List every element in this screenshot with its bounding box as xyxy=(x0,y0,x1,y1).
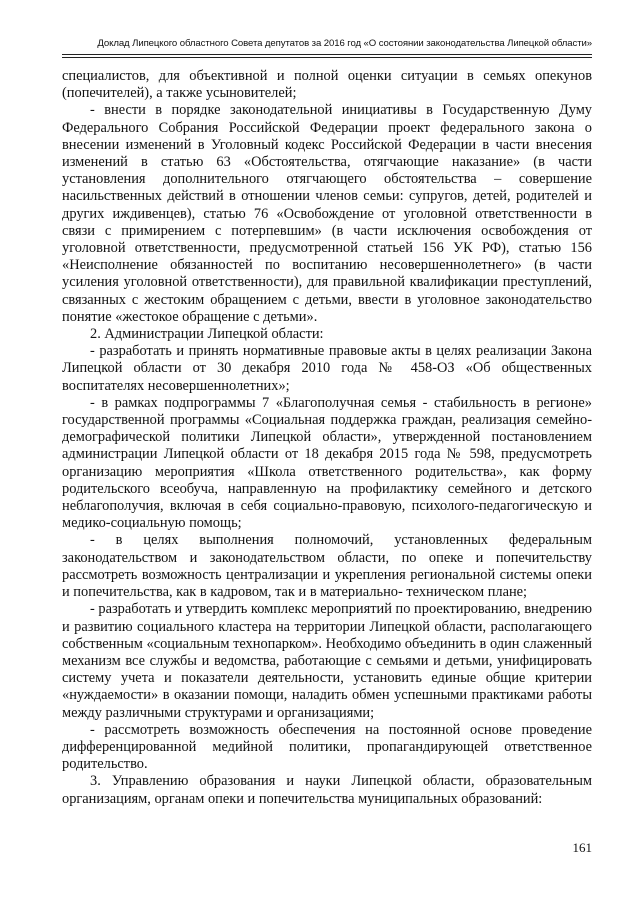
paragraph-normative-acts: - разработать и принять нормативные правовые акты в целях реализации Закона Липецкой области от 30 декабря 2010 года № 458-ОЗ «Об общественных воспитателях несовершеннолетних»; xyxy=(62,343,592,394)
paragraph-section-3-heading: 3. Управлению образования и науки Липецкой области, образовательным организациям, органам опеки и попечительства муниципальных образований: xyxy=(62,773,592,807)
header-rule-bottom xyxy=(62,57,592,58)
page-number: 161 xyxy=(572,840,592,855)
document-body xyxy=(62,68,592,808)
paragraph-continuation: специалистов, для объективной и полной оценки ситуации в семьях опекунов (попечителей), а также усыновителей; xyxy=(62,68,592,102)
paragraph-media-policy: - рассмотреть возможность обеспечения на постоянной основе проведение дифференцированной медийной политики, пропагандирующей ответственное родительство. xyxy=(62,721,592,773)
paragraph-subprogram-7: - в рамках подпрограммы 7 «Благополучная семья - стабильность в регионе» государственной программы «Социальная поддержка граждан, реализация семейно-демографической политики Липецкой области», утвержденной постановлением администрации Липецкой области от 18 декабря 2015 года № 598, предусмотреть организацию мероприятия «Школа ответственного родительства», как форму родительского всеобуча, направленную на профилактику семейного и детского неблагополучия, включая в себя социально-правовую, психолого-педагогическую и медико-социальную помощь; xyxy=(62,394,592,532)
running-header: Доклад Липецкого областного Совета депутатов за 2016 год «О состоянии законодательства Липецкой области» xyxy=(97,38,592,49)
paragraph-social-cluster: - разработать и утвердить комплекс мероприятий по проектированию, внедрению и развитию социального кластера на территории Липецкой области, располагающего собственным «социальным технопарком». Необходимо объединить в один слаженный механизм все службы и ведомства, работающие с семьями и детьми, унифицировать систему учета и показатели деятельности, установить единые общие критерии «нуждаемости» в оказании помощи, наладить обмен успешными практиками работы между различными структурами и организациями; xyxy=(62,601,592,721)
paragraph-section-2-heading: 2. Администрации Липецкой области: xyxy=(90,326,324,343)
paragraph-guardianship: - в целях выполнения полномочий, установленных федеральным законодательством и законодательством области, по опеке и попечительству рассмотреть возможность централизации и укрепления региональной системы опеки и попечительства, как в кадровом, так и в материально- техническом плане; xyxy=(62,532,592,601)
paragraph-legislative-initiative: - внести в порядке законодательной инициативы в Государственную Думу Федерального Собрания Российской Федерации проект федерального закона о внесении изменений в Уголовный кодекс Российской Федерации в части внесения изменений в статью 63 «Обстоятельства, отягчающие наказание» (в части установления дополнительного отягчающего обстоятельства – совершение насильственных действий в отношении членов семьи: супругов, детей, родителей и других иждивенцев), статью 76 «Освобождение от уголовной ответственности в связи с примирением с потерпевшим» (в части исключения освобождения от уголовной ответственности, предусмотренной статьей 156 УК РФ), статью 156 «Неисполнение обязанностей по воспитанию несовершеннолетнего» (в части усиления уголовной ответственности), для правильной квалификации преступлений, связанных с жестоким обращением с детьми, ввести в уголовное законодательство понятие «жестокое обращение с детьми». xyxy=(62,102,592,325)
header-rule-top xyxy=(62,54,592,55)
